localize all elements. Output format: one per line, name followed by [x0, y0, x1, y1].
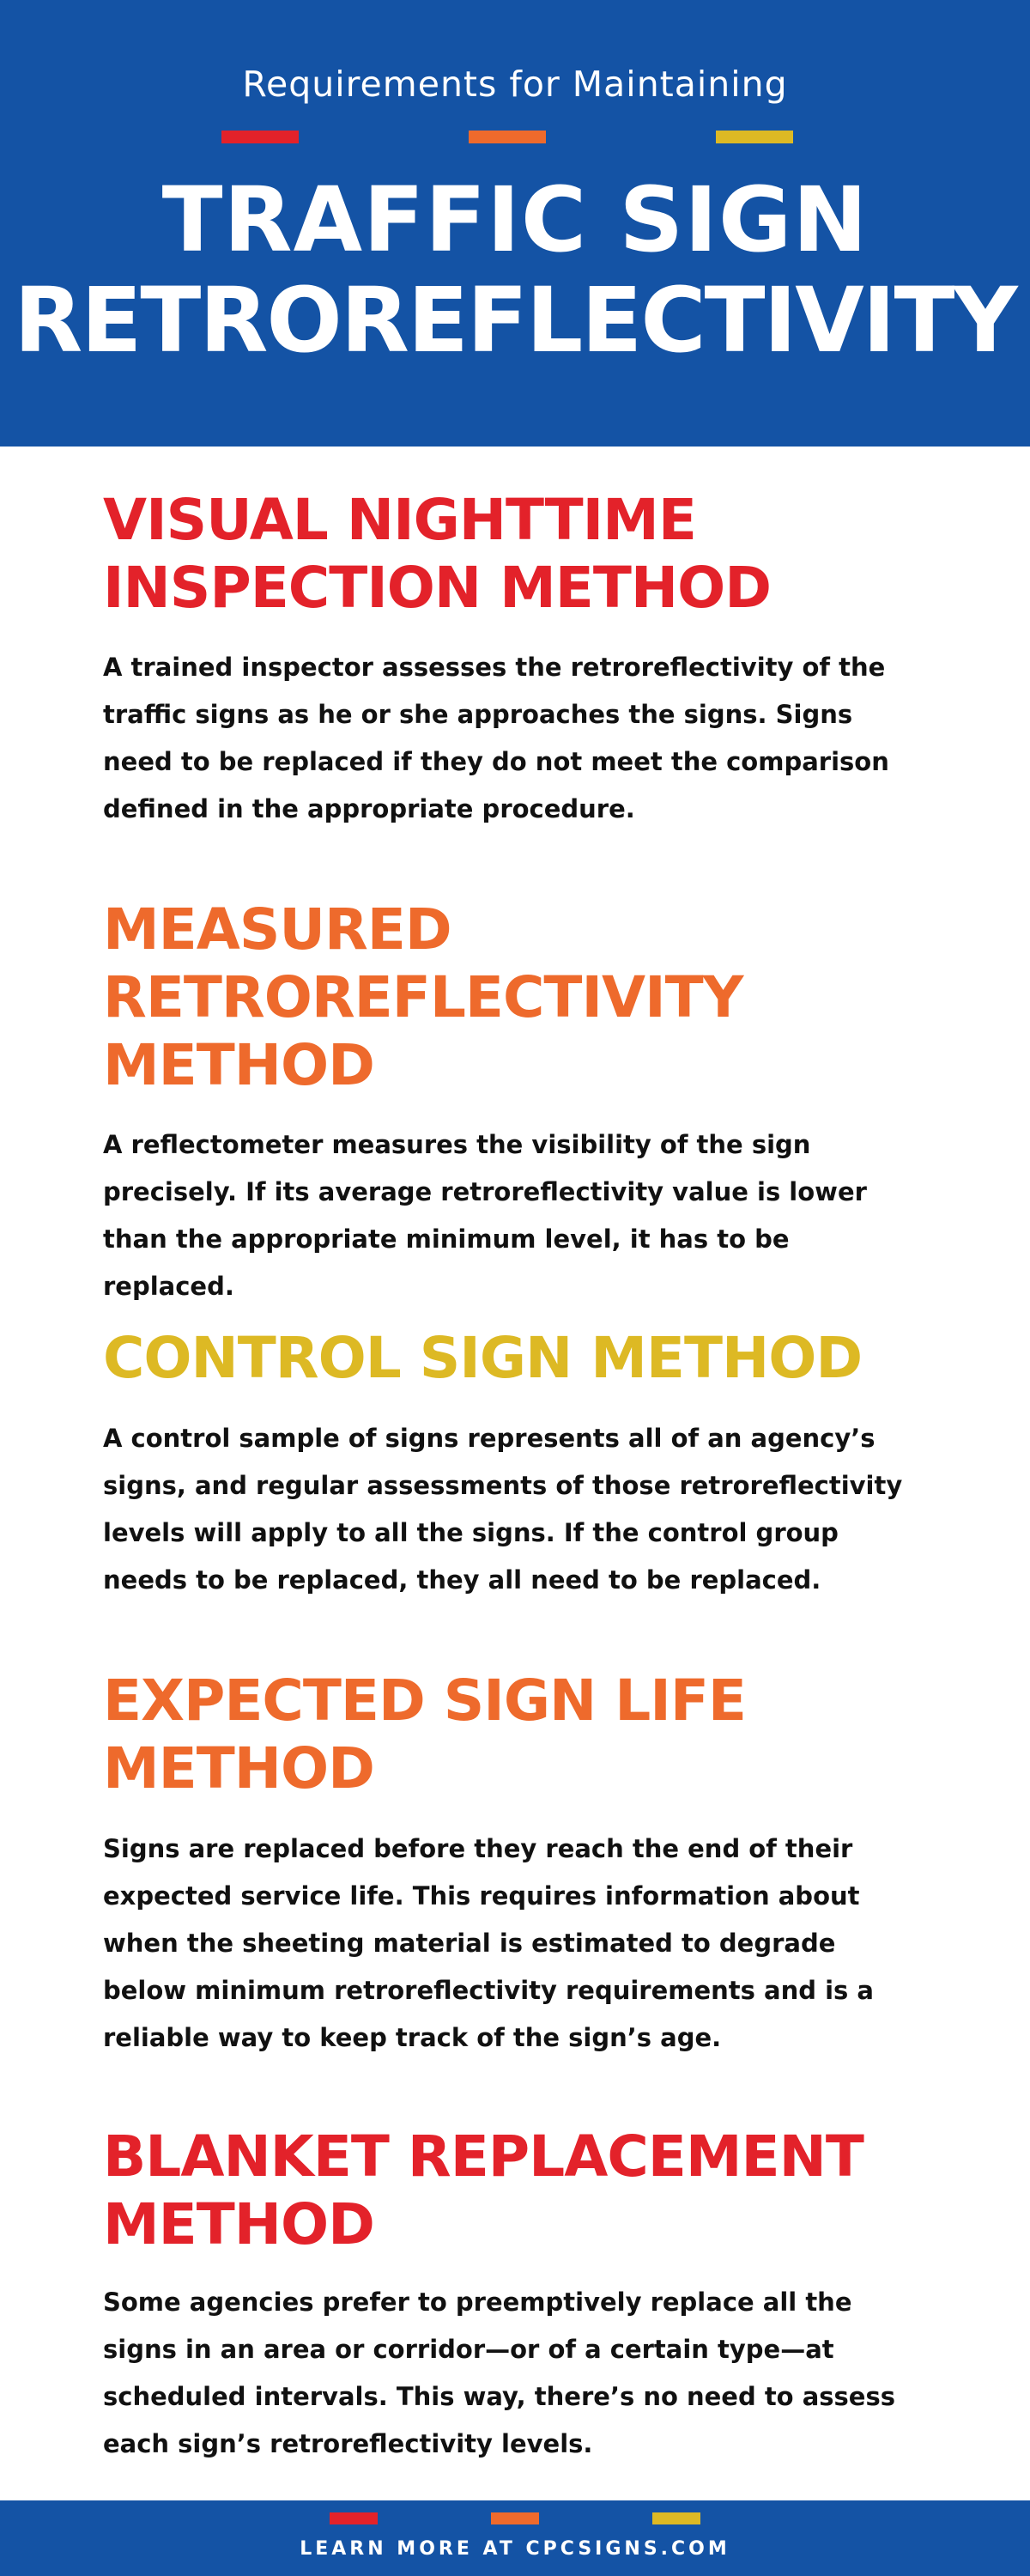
section-heading-visual-nighttime: VISUAL NIGHTTIME INSPECTION METHOD [103, 487, 772, 621]
header-subtitle: Requirements for Maintaining [242, 64, 788, 105]
red-accent-dash [221, 131, 299, 143]
footer-yellow-dash [652, 2512, 700, 2524]
yellow-accent-dash [716, 131, 793, 143]
section-body-control-sign: A control sample of signs represents all of an agency’s signs, and regular assessments of those retroreflectivity levels will apply to all the signs. If the control group needs to be replaced, they all need to be replaced. [103, 1424, 903, 1595]
section-body-measured-retroreflectivity: A reflectometer measures the visibility of the sign precisely. If its average retroreflectivity value is lower than the appropriate minimum level, it has to be replaced. [103, 1130, 867, 1301]
page-title-line-2: RETROREFLECTIVITY [14, 268, 1016, 373]
header-banner [0, 0, 1030, 447]
section-body-blanket-replacement: Some agencies prefer to preemptively replace all the signs in an area or corridor—or of a certain type—at scheduled intervals. This way, there’s no need to assess each sign’s retroreflectivity levels. [103, 2287, 895, 2458]
section-heading-blanket-replacement: BLANKET REPLACEMENT METHOD [103, 2123, 863, 2257]
section-body-visual-nighttime: A trained inspector assesses the retroreflectivity of the traffic signs as he or she approaches the signs. Signs need to be replaced if they do not meet the comparison defined in the appropriate procedure. [103, 653, 889, 823]
footer-orange-dash [491, 2512, 539, 2524]
section-heading-control-sign: CONTROL SIGN METHOD [103, 1325, 863, 1391]
orange-accent-dash [469, 131, 546, 143]
page-title-line-1: TRAFFIC SIGN [161, 167, 869, 272]
footer-red-dash [330, 2512, 378, 2524]
footer-banner [0, 2500, 1030, 2576]
section-heading-measured-retroreflectivity: MEASURED RETROREFLECTIVITY METHOD [103, 896, 743, 1098]
learn-more-link[interactable]: LEARN MORE AT CPCSIGNS.COM [300, 2538, 730, 2560]
section-heading-expected-sign-life: EXPECTED SIGN LIFE METHOD [103, 1668, 746, 1801]
section-body-expected-sign-life: Signs are replaced before they reach the end of their expected service life. This requires information about when the sheeting material is estimated to degrade below minimum retroreflectivity requirements and is a reliable way to keep track of the sign’s age. [103, 1834, 874, 2052]
